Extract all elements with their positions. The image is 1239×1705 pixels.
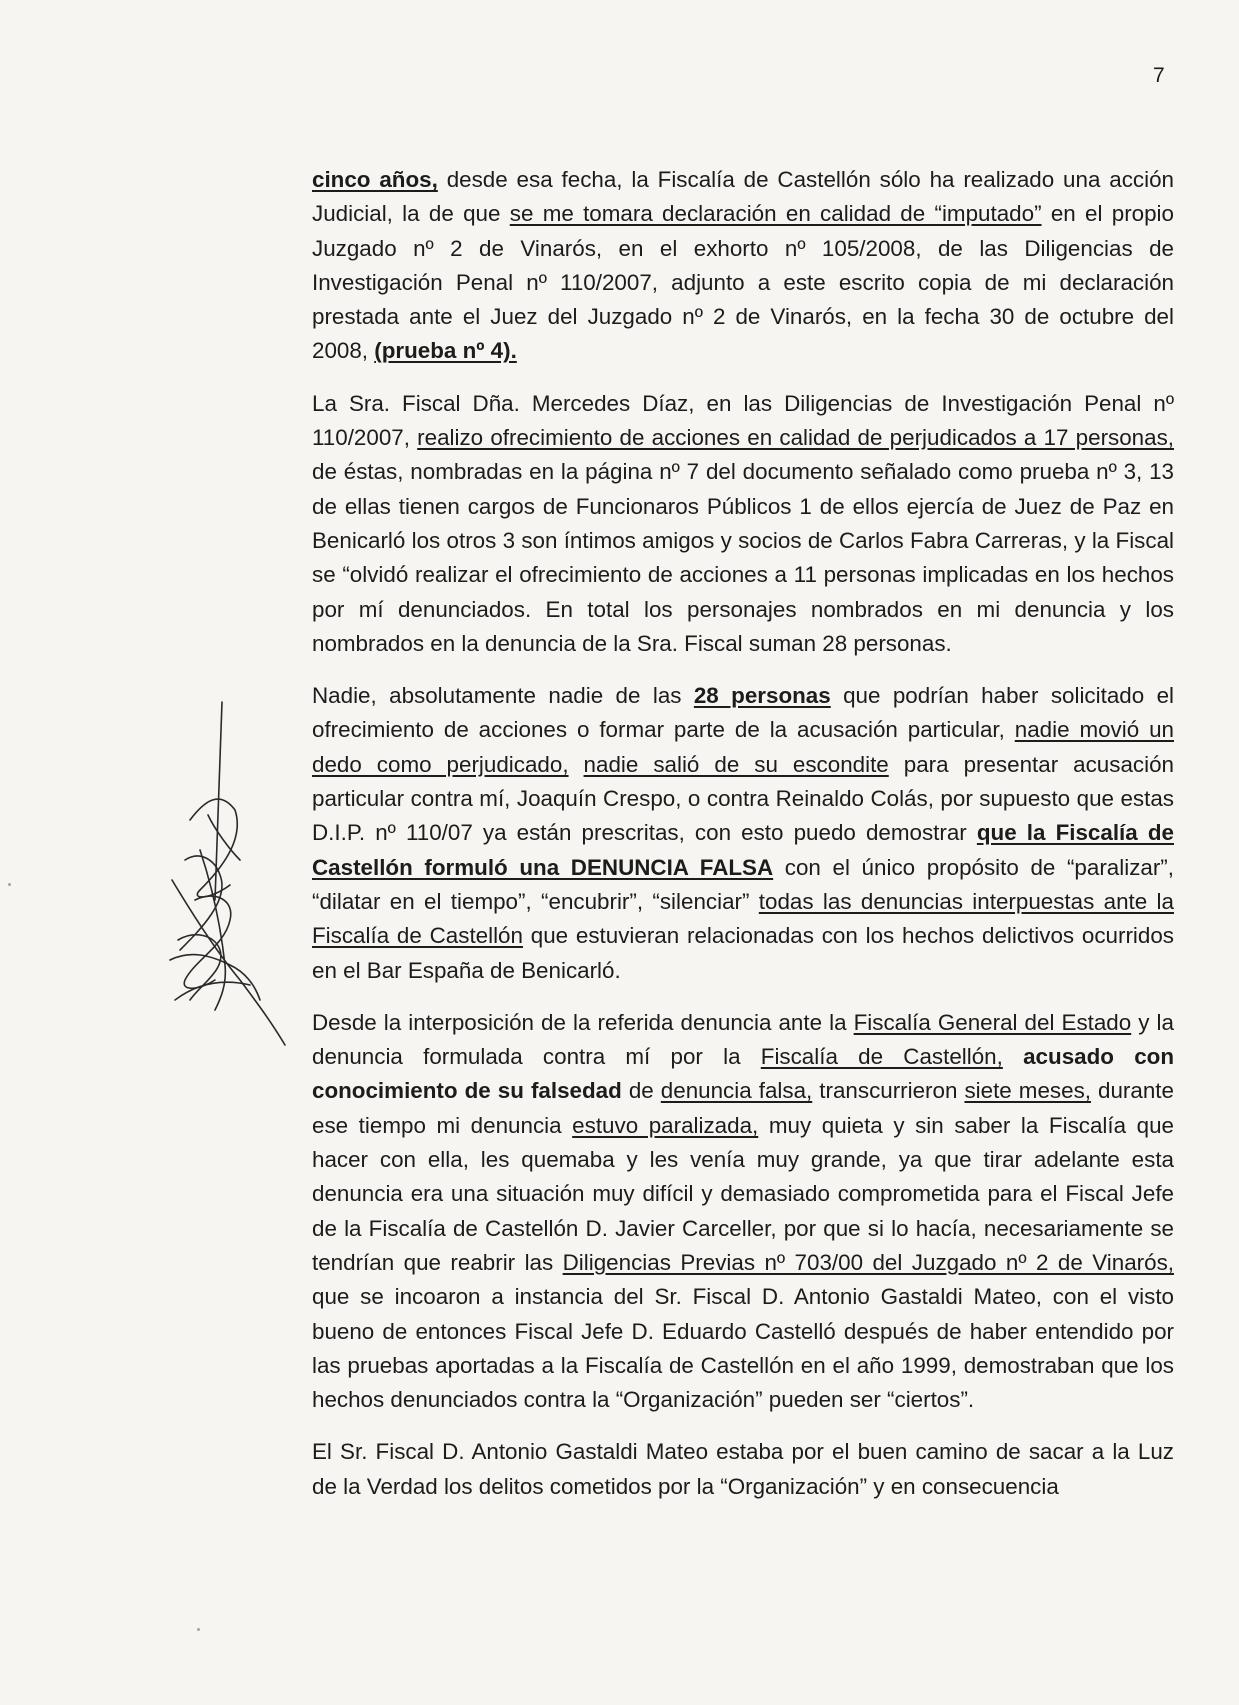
page-number: 7 [1153,64,1165,87]
text-segment: de [621,1078,661,1104]
text-segment: y la denuncia formulada contra mí por la [312,1009,1174,1070]
text-segment: muy quieta y sin saber la Fiscalía que hacer con ella, les quemaba y les venía muy grande, ya que tirar adelante esta denuncia era una situación muy difícil y demasiado comprometida para el Fiscal Jefe de la Fiscalía de Castellón D. Javier Carceller, por que si lo hacía, necesariamente se tendrían que reabrir las [312,1112,1175,1275]
text-segment: para presentar acusación particular contra mí, Joaquín Crespo, o contra Reinaldo Colás, por supuesto que estas D.I.P. nº 110/07 ya están prescritas, con esto puedo demostrar [312,751,1174,846]
paragraph-1 [312,163,1174,369]
text-segment: Desde la interposición de la referida denuncia ante la [312,1009,854,1035]
underlined-text: Fiscalía de Castellón, [760,1044,1003,1070]
evidence-reference: (prueba nº 4). [374,338,517,364]
underlined-text: siete meses, [964,1078,1091,1104]
paragraph-3 [312,679,1174,988]
underlined-bold-text: 28 personas [693,683,831,709]
bold-text: acusado con conocimiento de su falsedad [312,1044,1174,1104]
underlined-text: todas las denuncias interpuestas ante la Fiscalía de Castellón [312,888,1174,949]
text-segment: que se incoaron a instancia del Sr. Fiscal D. Antonio Gastaldi Mateo, con el visto bueno de entonces Fiscal Jefe D. Eduardo Castelló después de haber entendido por las pruebas aportadas a la Fiscalía de Castellón en el año 1999, demostraban que los hechos denunciados contra la “Organización” pueden ser “ciertos”. [312,1284,1174,1413]
text-segment: de éstas, nombradas en la página nº 7 del documento señalado como prueba nº 3, 13 de ellas tienen cargos de Funcionaros Públicos 1 de ellos ejercía de Juez de Paz en Benicarló los otros 3 son íntimos amigos y socios de Carlos Fabra Carreras, y la Fiscal se “olvidó realizar el ofrecimiento de acciones a 11 personas implicadas en los hechos por mí denunciados. En total los personajes nombrados en mi denuncia y los nombrados en la denuncia de la Sra. Fiscal suman 28 personas. [312,459,1174,656]
text-segment [569,752,584,777]
text-segment: que estuvieran relacionadas con los hechos delictivos ocurridos en el Bar España de Benicarló. [312,923,1174,983]
text-segment: desde esa fecha, la Fiscalía de Castellón sólo ha realizado una acción Judicial, la de que [312,167,1174,227]
text-segment: El Sr. Fiscal D. Antonio Gastaldi Mateo estaba por el buen camino de sacar a la Luz de la Verdad los delitos cometidos por la “Organización” y en consecuencia [312,1439,1174,1499]
paragraph-5 [312,1435,1174,1504]
underlined-bold-text: cinco años, [312,167,438,192]
text-segment: La Sra. Fiscal Dña. Mercedes Díaz, en las Diligencias de Investigación Penal nº 110/2007, [312,390,1174,451]
underlined-text: realizo ofrecimiento de acciones en calidad de perjudicados a 17 personas, [417,425,1174,451]
underlined-text: Diligencias Previas nº 703/00 del Juzgado nº 2 de Vinarós, [562,1249,1174,1275]
underlined-text: nadie movió un dedo como perjudicado, [312,717,1174,777]
underlined-text: estuvo paralizada, [572,1112,759,1138]
paragraph-4 [312,1006,1174,1418]
text-segment: en el propio Juzgado nº 2 de Vinarós, en el exhorto nº 105/2008, de las Diligencias de Investigación Penal nº 110/2007, adjunto a este escrito copia de mi declaración prestada ante el Juez del Juzgado nº 2 de Vinarós, en la fecha 30 de octubre del 2008, [312,201,1174,364]
scan-speck [8,883,11,886]
text-segment: transcurrieron [812,1078,965,1104]
text-segment [1003,1044,1023,1069]
underlined-bold-text: que la Fiscalía de Castellón formuló una DENUNCIA FALSA [312,820,1174,880]
underlined-text: se me tomara declaración en calidad de “imputado” [509,201,1042,227]
underlined-text: nadie salió de su escondite [583,751,889,777]
paragraph-2 [312,387,1174,661]
scan-speck [197,1628,200,1631]
underlined-text: denuncia falsa, [660,1078,813,1104]
text-segment: que podrían haber solicitado el ofrecimiento de acciones o formar parte de la acusación particular, [312,683,1174,743]
text-segment: Nadie, absolutamente nadie de las [312,683,694,709]
text-segment: durante ese tiempo mi denuncia [312,1078,1174,1138]
text-segment: con el único propósito de “paralizar”, “dilatar en el tiempo”, “encubrir”, “silenciar” [312,854,1174,914]
handwritten-signature [160,700,290,1080]
underlined-text: Fiscalía General del Estado [853,1009,1132,1035]
document-body [312,163,1174,1504]
